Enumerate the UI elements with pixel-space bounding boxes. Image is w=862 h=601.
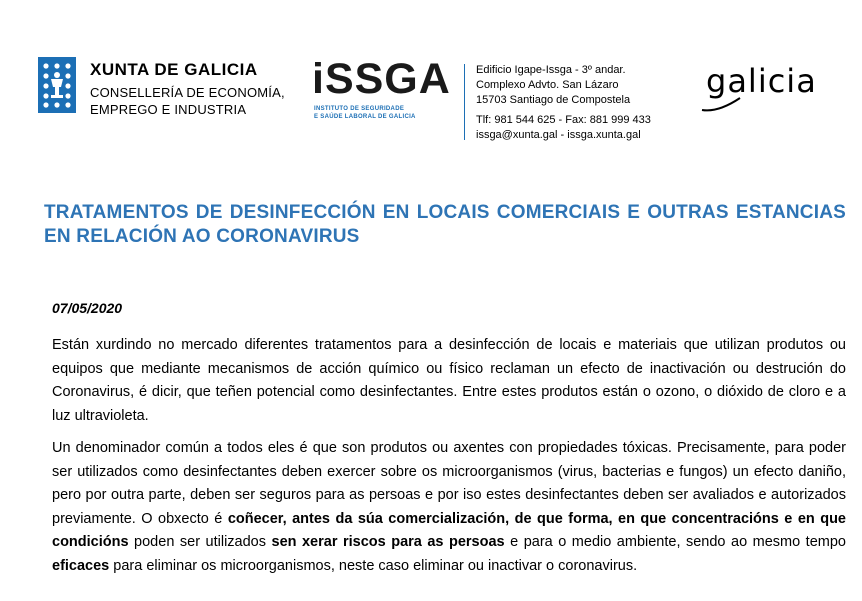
document-title: TRATAMENTOS DE DESINFECCIÓN EN LOCAIS COMERCIAIS E OUTRAS ESTANCIAS EN RELACIÓN AO CORONAVIRUS — [44, 202, 846, 247]
issga-sub-line1: INSTITUTO DE SEGURIDADE — [314, 106, 405, 112]
address-line1: Edificio Igape-Issga - 3º andar. — [476, 64, 626, 76]
paragraph-2-text-a: Un denominador común a todos eles é que son produtos ou axentes con propiedades tóxicas. Precisamente, para poder ser utilizados como desinfectantes deben exercer sobre os microorganismos (virus, bacterias e fungos) un efecto daniño, pero por outra parte, deben ser seguros para as persoas e por iso estes desinfectantes deben ser avaliados e autorizados previamente. O obxecto é — [52, 440, 846, 527]
xunta-shield-icon — [38, 57, 76, 113]
paragraph-2-bold-a: coñecer, antes da súa comercialización, de que forma, en que concentracións e en que condicións — [52, 510, 846, 551]
paragraph-2-text-b: poden ser utilizados — [128, 534, 272, 551]
paragraph-2-text-c: e para o medio ambiente, sendo ao mesmo tempo — [504, 534, 846, 551]
address-line2: Complexo Advto. San Lázaro — [476, 79, 619, 91]
galicia-swoosh-icon — [700, 92, 760, 114]
paragraph-2-bold-c: eficaces — [52, 557, 110, 574]
paragraph-1: Están xurdindo no mercado diferentes tratamentos para a desinfección de locais e materiais que utilizan produtos ou equipos que mediante mecanismos de acción químico ou físico reclaman un efecto de inactivación ou destrución do Coronavirus, é dicir, que teñen potencial como desinfectantes. Entre estes produtos están o ozono, o dióxido de cloro e a luz ultravioleta. — [52, 337, 846, 424]
xunta-dept-line2: EMPREGO E INDUSTRIA — [90, 102, 247, 117]
paragraph-2-text-d: para eliminar os microorganismos, neste caso eliminar ou inactivar o coronavirus. — [109, 557, 638, 574]
address-phone-fax: Tlf: 981 544 625 - Fax: 881 999 433 — [476, 114, 651, 126]
xunta-title: XUNTA DE GALICIA — [90, 60, 258, 79]
address-line3: 15703 Santiago de Compostela — [476, 94, 631, 106]
issga-logo: iSSGA — [312, 55, 451, 103]
galicia-logo: galicia — [706, 62, 817, 100]
paragraph-2-bold-b: sen xerar riscos para as persoas — [271, 534, 505, 551]
document-date: 07/05/2020 — [52, 300, 123, 316]
xunta-dept-line1: CONSELLERÍA DE ECONOMÍA, — [90, 85, 285, 100]
issga-sub-line2: E SAÚDE LABORAL DE GALICIA — [314, 114, 416, 120]
paragraph-2 — [52, 437, 846, 579]
address-email-web: issga@xunta.gal - issga.xunta.gal — [476, 129, 641, 141]
header-divider — [464, 64, 465, 140]
document-header — [0, 0, 862, 160]
